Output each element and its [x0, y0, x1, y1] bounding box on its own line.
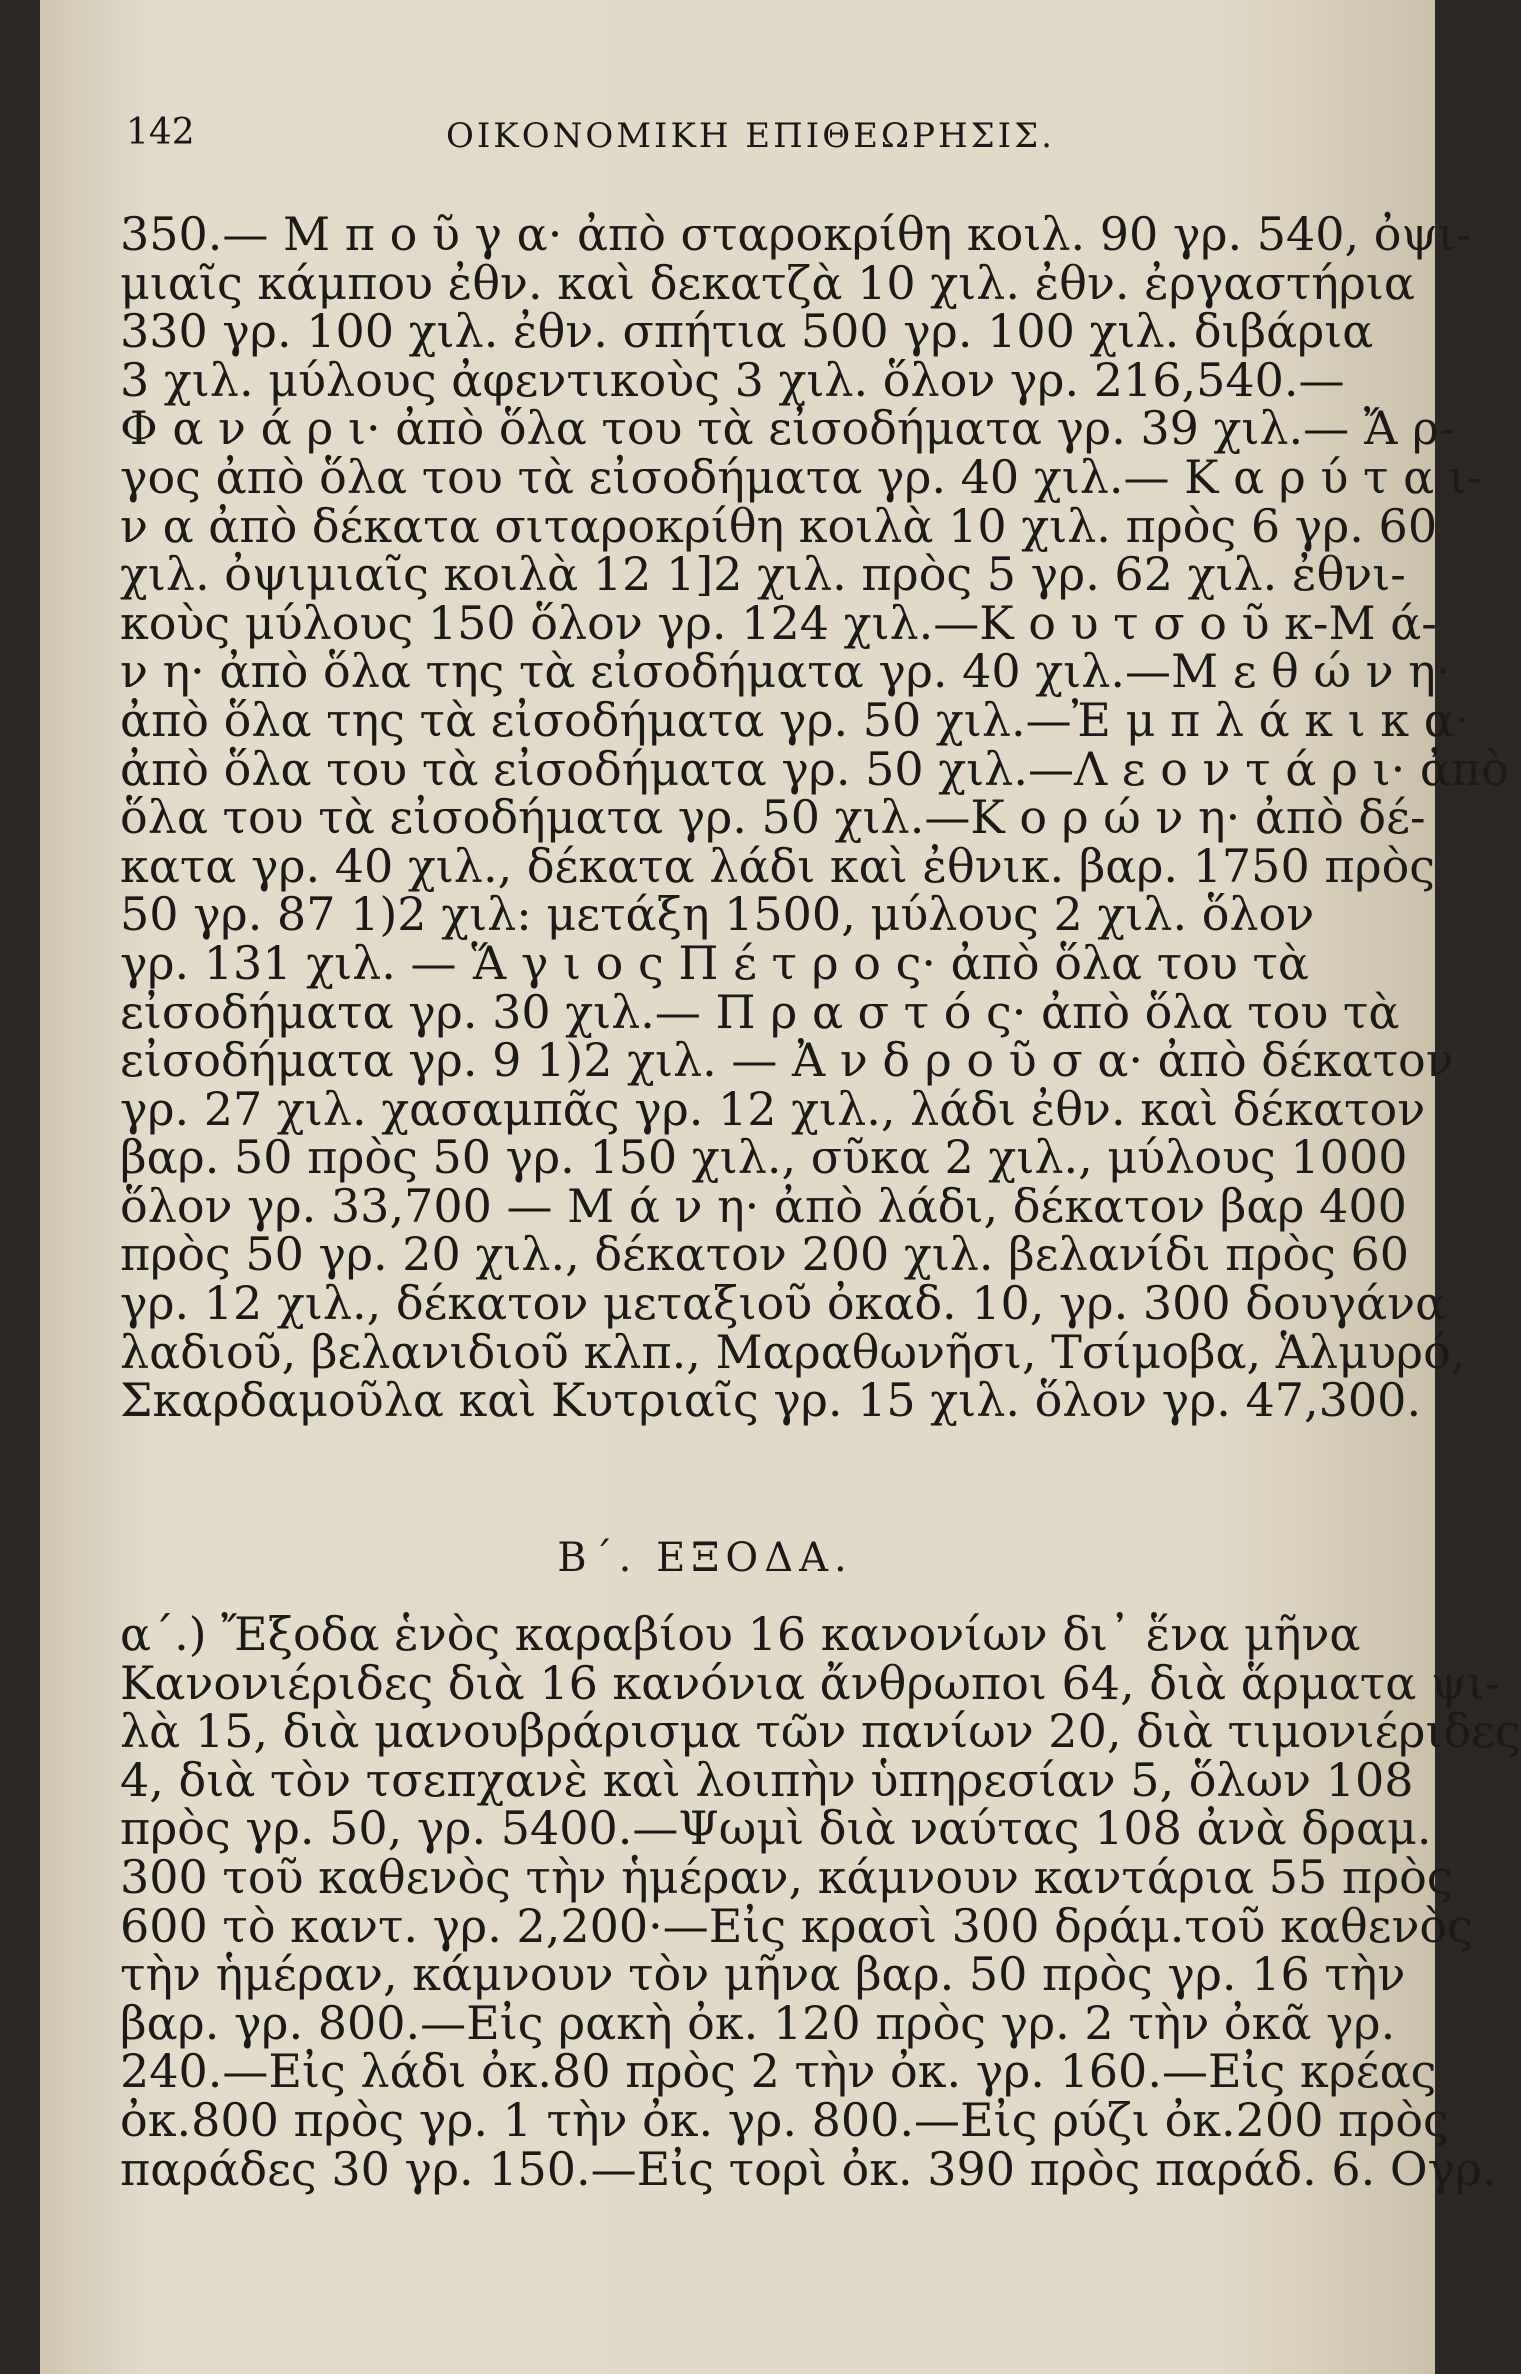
running-head: ΟΙΚΟΝΟΜΙΚΗ ΕΠΙΘΕΩΡΗΣΙΣ.	[446, 116, 1055, 156]
text-line: ἀπὸ ὅλα της τὰ εἰσοδήματα γρ. 50 χιλ.—Ἐ μ π λ ά κ ι κ α·	[120, 692, 1470, 747]
text-line: Φ α ν ά ρ ι· ἀπὸ ὅλα του τὰ εἰσοδήματα γρ. 39 χιλ.— Ἄ ρ-	[120, 401, 1455, 456]
text-line: πρὸς γρ. 50, γρ. 5400.—Ψωμὶ διὰ ναύτας 108 ἀνὰ δραμ.	[120, 1801, 1432, 1856]
text-line: 3 χιλ. μύλους ἀφεντικοὺς 3 χιλ. ὅλον γρ. 216,540.—	[120, 352, 1345, 407]
text-line: λὰ 15, διὰ μανουβράρισμα τῶν πανίων 20, διὰ τιμονιέριδες	[120, 1704, 1521, 1759]
body-text-section-b	[120, 1607, 1521, 2196]
text-line: κατα γρ. 40 χιλ., δέκατα λάδι καὶ ἐθνικ. βαρ. 1750 πρὸς	[120, 838, 1436, 893]
section-heading: Β΄. ΕΞΟΔΑ.	[557, 1535, 853, 1581]
text-line: γος ἀπὸ ὅλα του τὰ εἰσοδήματα γρ. 40 χιλ.— Κ α ρ ύ τ α ι-	[120, 449, 1483, 504]
book-page	[40, 0, 1521, 2374]
text-line: ὅλα του τὰ εἰσοδήματα γρ. 50 χιλ.—Κ ο ρ ώ ν η· ἀπὸ δέ-	[120, 790, 1426, 845]
text-line: ν α ἀπὸ δέκατα σιταροκρίθη κοιλὰ 10 χιλ. πρὸς 6 γρ. 60	[120, 498, 1438, 553]
text-line: ὀκ.800 πρὸς γρ. 1 τὴν ὀκ. γρ. 800.—Εἰς ρύζι ὀκ.200 πρὸς	[120, 2092, 1449, 2147]
text-line: βαρ. 50 πρὸς 50 γρ. 150 χιλ., σῦκα 2 χιλ., μύλους 1000	[120, 1130, 1408, 1185]
text-line: χιλ. ὀψιμιαῖς κοιλὰ 12 1]2 χιλ. πρὸς 5 γρ. 62 χιλ. ἐθνι-	[120, 547, 1406, 602]
page-header	[126, 112, 1276, 172]
text-line: Σκαρδαμοῦλα καὶ Κυτριαῖς γρ. 15 χιλ. ὅλον γρ. 47,300.	[120, 1373, 1422, 1428]
text-line: βαρ. γρ. 800.—Εἰς ρακὴ ὀκ. 120 πρὸς γρ. 2 τὴν ὀκᾶ γρ.	[120, 1995, 1396, 2050]
body-text	[120, 207, 1509, 1428]
text-line: γρ. 12 χιλ., δέκατον μεταξιοῦ ὀκαδ. 10, γρ. 300 δουγάνα	[120, 1276, 1447, 1331]
text-line: ἀπὸ ὅλα του τὰ εἰσοδήματα γρ. 50 χιλ.—Λ ε ο ν τ ά ρ ι· ἀπὸ	[120, 741, 1509, 796]
text-line: εἰσοδήματα γρ. 9 1)2 χιλ. — Ἀ ν δ ρ ο ῦ σ α· ἀπὸ δέκατον	[120, 1033, 1454, 1088]
page-number: 142	[126, 112, 195, 153]
text-line: κοὺς μύλους 150 ὅλον γρ. 124 χιλ.—Κ ο υ τ σ ο ῦ κ-Μ ά-	[120, 595, 1437, 650]
text-line: 4, διὰ τὸν τσεπχανὲ καὶ λοιπὴν ὑπηρεσίαν 5, ὅλων 108	[120, 1752, 1414, 1807]
text-line: ὅλον γρ. 33,700 — Μ ά ν η· ἀπὸ λάδι, δέκατον βαρ 400	[120, 1178, 1407, 1233]
text-line: εἰσοδήματα γρ. 30 χιλ.— Π ρ α σ τ ό ς· ἀπὸ ὅλα του τὰ	[120, 984, 1400, 1039]
text-line: γρ. 27 χιλ. χασαμπᾶς γρ. 12 χιλ., λάδι ἐθν. καὶ δέκατον	[120, 1081, 1426, 1136]
text-line: παράδες 30 γρ. 150.—Εἰς τορὶ ὀκ. 390 πρὸς παράδ. 6. Ογρ.	[120, 2141, 1497, 2196]
text-line: λαδιοῦ, βελανιδιοῦ κλπ., Μαραθωνῆσι, Τσίμοβα, Ἁλμυρό,	[120, 1324, 1466, 1379]
text-line: τὴν ἡμέραν, κάμνουν τὸν μῆνα βαρ. 50 πρὸς γρ. 16 τὴν	[120, 1947, 1406, 2002]
text-line: 330 γρ. 100 χιλ. ἐθν. σπήτια 500 γρ. 100 χιλ. διβάρια	[120, 304, 1374, 359]
text-line: 300 τοῦ καθενὸς τὴν ἡμέραν, κάμνουν καντάρια 55 πρὸς	[120, 1849, 1453, 1904]
text-line: 240.—Εἰς λάδι ὀκ.80 πρὸς 2 τὴν ὀκ. γρ. 160.—Εἰς κρέας	[120, 2044, 1437, 2099]
text-line: Κανονιέριδες διὰ 16 κανόνια ἄνθρωποι 64, διὰ ἅρματα ψι-	[120, 1655, 1501, 1710]
text-line: 50 γρ. 87 1)2 χιλ: μετάξη 1500, μύλους 2 χιλ. ὅλον	[120, 887, 1315, 942]
text-line: πρὸς 50 γρ. 20 χιλ., δέκατον 200 χιλ. βελανίδι πρὸς 60	[120, 1227, 1410, 1282]
text-line: μιαῖς κάμπου ἐθν. καὶ δεκατζὰ 10 χιλ. ἐθν. ἐργαστήρια	[120, 255, 1415, 310]
text-line: 600 τὸ καντ. γρ. 2,200·—Εἰς κρασὶ 300 δράμ.τοῦ καθενὸς	[120, 1898, 1473, 1953]
text-line: α΄.) Ἔξοδα ἑνὸς καραβίου 16 κανονίων δι᾿ ἕνα μῆνα	[120, 1607, 1361, 1661]
text-line: 350.— Μ π ο ῦ γ α· ἀπὸ σταροκρίθη κοιλ. 90 γρ. 540, ὀψι-	[120, 207, 1472, 261]
text-line: ν η· ἀπὸ ὅλα της τὰ εἰσοδήματα γρ. 40 χιλ.—Μ ε θ ώ ν η·	[120, 644, 1451, 699]
text-line: γρ. 131 χιλ. — Ἅ γ ι ο ς Π έ τ ρ ο ς· ἀπὸ ὅλα του τὰ	[120, 935, 1309, 990]
